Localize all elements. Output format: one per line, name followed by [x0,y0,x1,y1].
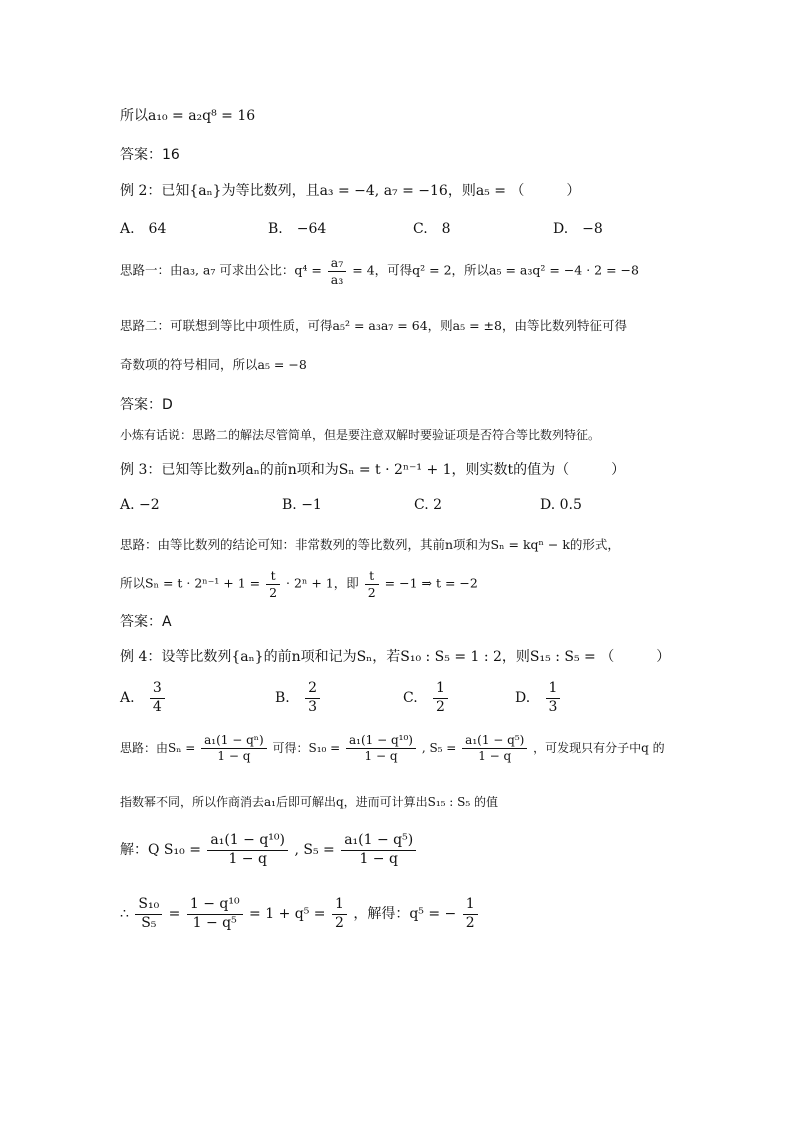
fraction: $\frac{1}{2}$ [433,680,448,716]
ex2-method-2-line2: 奇数项的符号相同，所以a₅ = −8 [120,357,307,372]
ex2-method-2-line1: 思路二：可联想到等比中项性质，可得a₅² = a₃a₇ = 64，则a₅ = ±8，由等比数列特征可得 [120,318,627,333]
fraction: $\frac{\text{a₁(1 − q¹⁰)}}{1 - q}$ [346,733,416,764]
ex3-option-a: A. −2 [120,497,160,513]
fraction: $\frac{3}{4}$ [150,680,165,716]
ex3-method-line1: 思路：由等比数列的结论可知：非常数列的等比数列，其前n项和为Sₙ = kqⁿ − k的形式， [120,537,620,552]
ex3-option-b: B. −1 [282,497,322,513]
fraction: $\frac{2}{3}$ [305,680,320,716]
ex4-solution-line2: ∴ $\frac{\text{S₁₀}}{\text{S₅}}$ = $\frac{\text{1 − q¹⁰}}{\text{1 − q⁵}}$ = 1 + q⁵ = $\frac{1}{2}$ ，解得：q⁵ = − $\frac{1}{2}$ [120,896,480,932]
solution-line-a10: 所以a₁₀ = a₂q⁸ = 16 [120,108,256,124]
ex4-option-b: B. $\frac{2}{3}$ [275,680,322,716]
answer-3: 答案：A [120,614,172,630]
answer-2: 答案：D [120,397,173,413]
ex2-option-a: A. 64 [120,221,167,237]
ex4-method-line2: 指数幂不同，所以作商消去a₁后即可解出q，进而可计算出S₁₅ : S₅ 的值 [120,795,499,809]
fraction: $\frac{\text{a₁(1 − q¹⁰)}}{1 - q}$ [207,832,288,868]
ex2-method-1: 思路一：由a₃, a₇ 可求出公比：q⁴ = $\frac{\text{a₇}}{\text{a₃}}$ = 4，可得q² = 2，所以a₅ = a₃q² = −4 · 2 = −8 [120,255,639,287]
ex4-option-c: C. $\frac{1}{2}$ [403,680,450,716]
fraction: $\frac{1}{2}$ [332,896,347,932]
fraction: $\frac{\text{1 − q¹⁰}}{\text{1 − q⁵}}$ [187,896,243,932]
ex3-option-d: D. 0.5 [540,497,582,513]
ex2-option-c: C. 8 [413,221,451,237]
ex4-solution-line1: 解：Q S₁₀ = $\frac{\text{a₁(1 − q¹⁰)}}{1 - q}$ , S₅ = $\frac{\text{a₁(1 − q⁵)}}{1 - q}$ [120,832,418,868]
ex2-option-d: D. −8 [553,221,603,237]
ex4-option-a: A. $\frac{3}{4}$ [120,680,167,716]
fraction: $\frac{\text{a₇}}{\text{a₃}}$ [328,255,346,287]
ex4-method-line1: 思路：由Sₙ = $\frac{\text{a₁(1 − qⁿ)}}{1 - q}$ 可得：S₁₀ = $\frac{\text{a₁(1 − q¹⁰)}}{1 - q}$ , S₅ = $\frac{\text{a₁(1 − q⁵)}}{1 - q}$ ，可发现只有分子中q 的 [120,733,665,763]
ex3-option-c: C. 2 [414,497,443,513]
fraction: $\frac{\text{a₁(1 − qⁿ)}}{1 - q}$ [201,733,267,764]
fraction: $\frac{t}{2}$ [266,568,280,600]
fraction: $\frac{1}{2}$ [463,896,478,932]
teacher-note: 小炼有话说：思路二的解法尽管简单，但是要注意双解时要验证项是否符合等比数列特征。 [120,428,601,442]
example-3-question: 例 3：已知等比数列aₙ的前n项和为Sₙ = t · 2ⁿ⁻¹ + 1，则实数t的值为（ ） [120,462,626,478]
example-2-question: 例 2：已知{aₙ}为等比数列，且a₃ = −4, a₇ = −16，则a₅ = （ ） [120,183,581,199]
fraction: $\frac{\text{S₁₀}}{\text{S₅}}$ [135,896,162,932]
answer-1: 答案：16 [120,147,180,163]
fraction: $\frac{\text{a₁(1 − q⁵)}}{1 - q}$ [462,733,527,764]
fraction: $\frac{1}{3}$ [546,680,561,716]
fraction: $\frac{\text{a₁(1 − q⁵)}}{1 - q}$ [341,832,416,868]
ex2-option-b: B. −64 [268,221,327,237]
fraction: $\frac{t}{2}$ [365,568,379,600]
ex4-option-d: D. $\frac{1}{3}$ [515,680,562,716]
ex3-method-line2: 所以Sₙ = t · 2ⁿ⁻¹ + 1 = $\frac{t}{2}$ · 2ⁿ + 1，即 $\frac{t}{2}$ = −1 ⇒ t = −2 [120,568,478,600]
example-4-question: 例 4：设等比数列{aₙ}的前n项和记为Sₙ，若S₁₀ : S₅ = 1 : 2，则S₁₅ : S₅ = （ ） [120,649,671,665]
